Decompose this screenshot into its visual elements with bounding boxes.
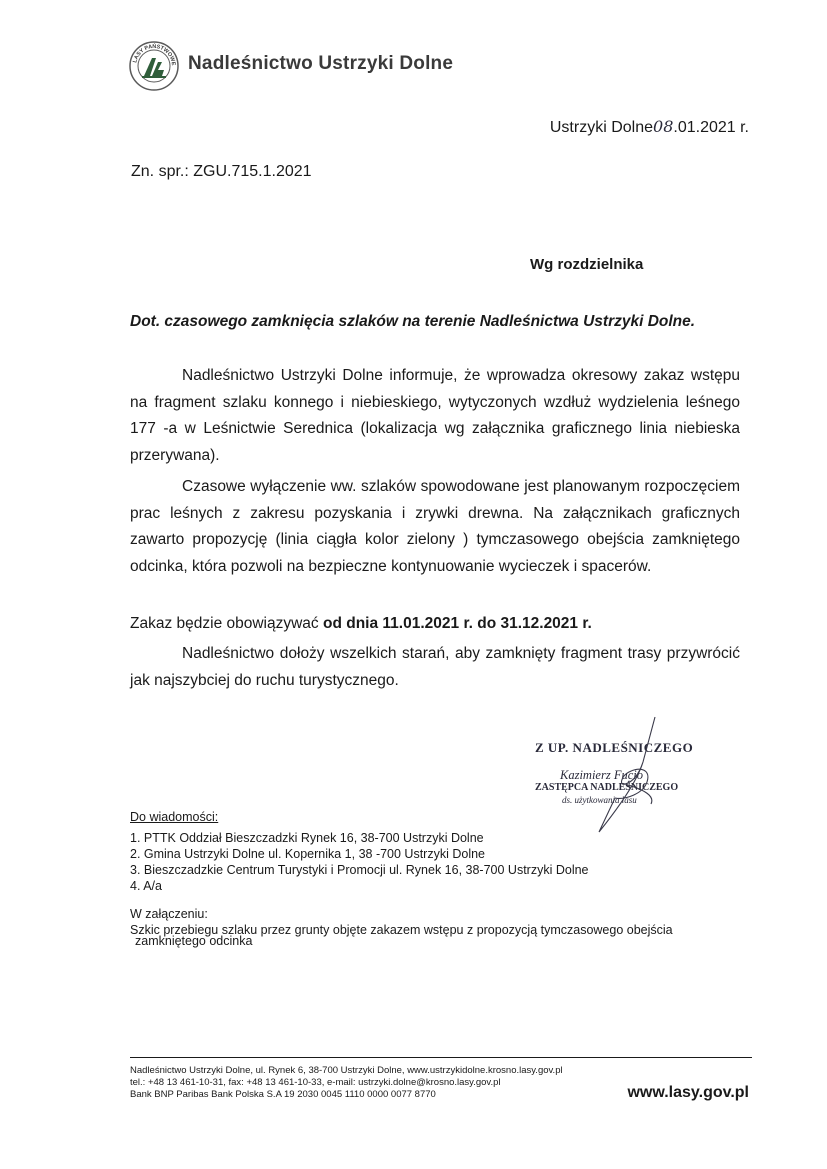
handwritten-signature: [585, 712, 665, 842]
distribution-title: Do wiadomości:: [130, 810, 219, 824]
handwritten-day: 08: [653, 117, 674, 136]
distribution-item: 3. Bieszczadzkie Centrum Turystyki i Promocji ul. Rynek 16, 38-700 Ustrzyki Dolne: [130, 863, 589, 877]
footer-address: Nadleśnictwo Ustrzyki Dolne, ul. Rynek 6, 38-700 Ustrzyki Dolne, www.ustrzykidolne.krosno.lasy.gov.pl: [130, 1065, 563, 1076]
footer-bank: Bank BNP Paribas Bank Polska S.A 19 2030 0045 1110 0000 0077 8770: [130, 1089, 436, 1100]
attachment-text: Szkic przebiegu szlaku przez grunty objęte zakazem wstępu z propozycją tymczasowego obejścia: [130, 923, 673, 937]
stamp-name: Kazimierz Fucio: [560, 768, 643, 782]
attachment-label: W załączeniu:: [130, 907, 208, 921]
footer-contact: tel.: +48 13 461-10-31, fax: +48 13 461-10-33, e-mail: ustrzyki.dolne@krosno.lasy.gov.pl: [130, 1077, 501, 1088]
stamp-role: ZASTĘPCA NADLEŚNICZEGO: [535, 782, 679, 793]
place: Ustrzyki Dolne: [549, 119, 654, 136]
body-paragraph-1: Nadleśnictwo Ustrzyki Dolne informuje, że wprowadza okresowy zakaz wstępu na fragment szlaku konnego i niebieskiego, wytyczonych wzdłuż wydzielenia leśnego 177 -a w Leśnictwie Serednica (lokalizacja wg załącznika graficznego linia niebieska przerywana).: [130, 367, 740, 464]
footer-divider: [130, 1057, 752, 1058]
footer-website: www.lasy.gov.pl: [627, 1084, 749, 1101]
body-paragraph-3: [130, 611, 740, 638]
date-rest: .01.2021 r.: [673, 119, 749, 136]
ban-period-dates: od dnia 11.01.2021 r. do 31.12.2021 r.: [323, 615, 592, 632]
distribution-item: 2. Gmina Ustrzyki Dolne ul. Kopernika 1, 38 -700 Ustrzyki Dolne: [130, 847, 486, 861]
stamp-subtitle: ds. użytkowania lasu: [562, 795, 637, 805]
distribution-item: 1. PTTK Oddział Bieszczadzki Rynek 16, 38-700 Ustrzyki Dolne: [130, 831, 484, 845]
subject-line: Dot. czasowego zamknięcia szlaków na terenie Nadleśnictwa Ustrzyki Dolne.: [130, 313, 696, 330]
attachment-cut-text: zamkniętego odcinka: [135, 934, 253, 948]
recipient: Wg rozdzielnika: [530, 256, 644, 273]
place-date: [550, 117, 749, 137]
reference-number: Zn. spr.: ZGU.715.1.2021: [131, 163, 312, 180]
ban-period-prefix: Zakaz będzie obowiązywać: [130, 615, 323, 632]
attachment-cut-line: [135, 934, 265, 950]
lasy-panstwowe-logo: [128, 40, 180, 92]
body-paragraph-4: Nadleśnictwo dołoży wszelkich starań, aby zamknięty fragment trasy przywrócić jak najszybciej do ruchu turystycznego.: [130, 645, 740, 689]
stamp-title: Z UP. NADLEŚNICZEGO: [535, 740, 694, 755]
svg-text:LASY PAŃSTWOWE: LASY PAŃSTWOWE: [132, 43, 177, 66]
organization-name: Nadleśnictwo Ustrzyki Dolne: [188, 53, 454, 74]
body-paragraph-2: Czasowe wyłączenie ww. szlaków spowodowane jest planowanym rozpoczęciem prac leśnych z zakresu pozyskania i zrywki drewna. Na załącznikach graficznych zawarto propozycję (linia ciągła kolor zielony ) tymczasowego obejścia zamkniętego odcinka, która pozwoli na bezpieczne kontynuowanie wycieczek i spacerów.: [130, 478, 740, 575]
distribution-item: 4. A/a: [130, 879, 162, 893]
